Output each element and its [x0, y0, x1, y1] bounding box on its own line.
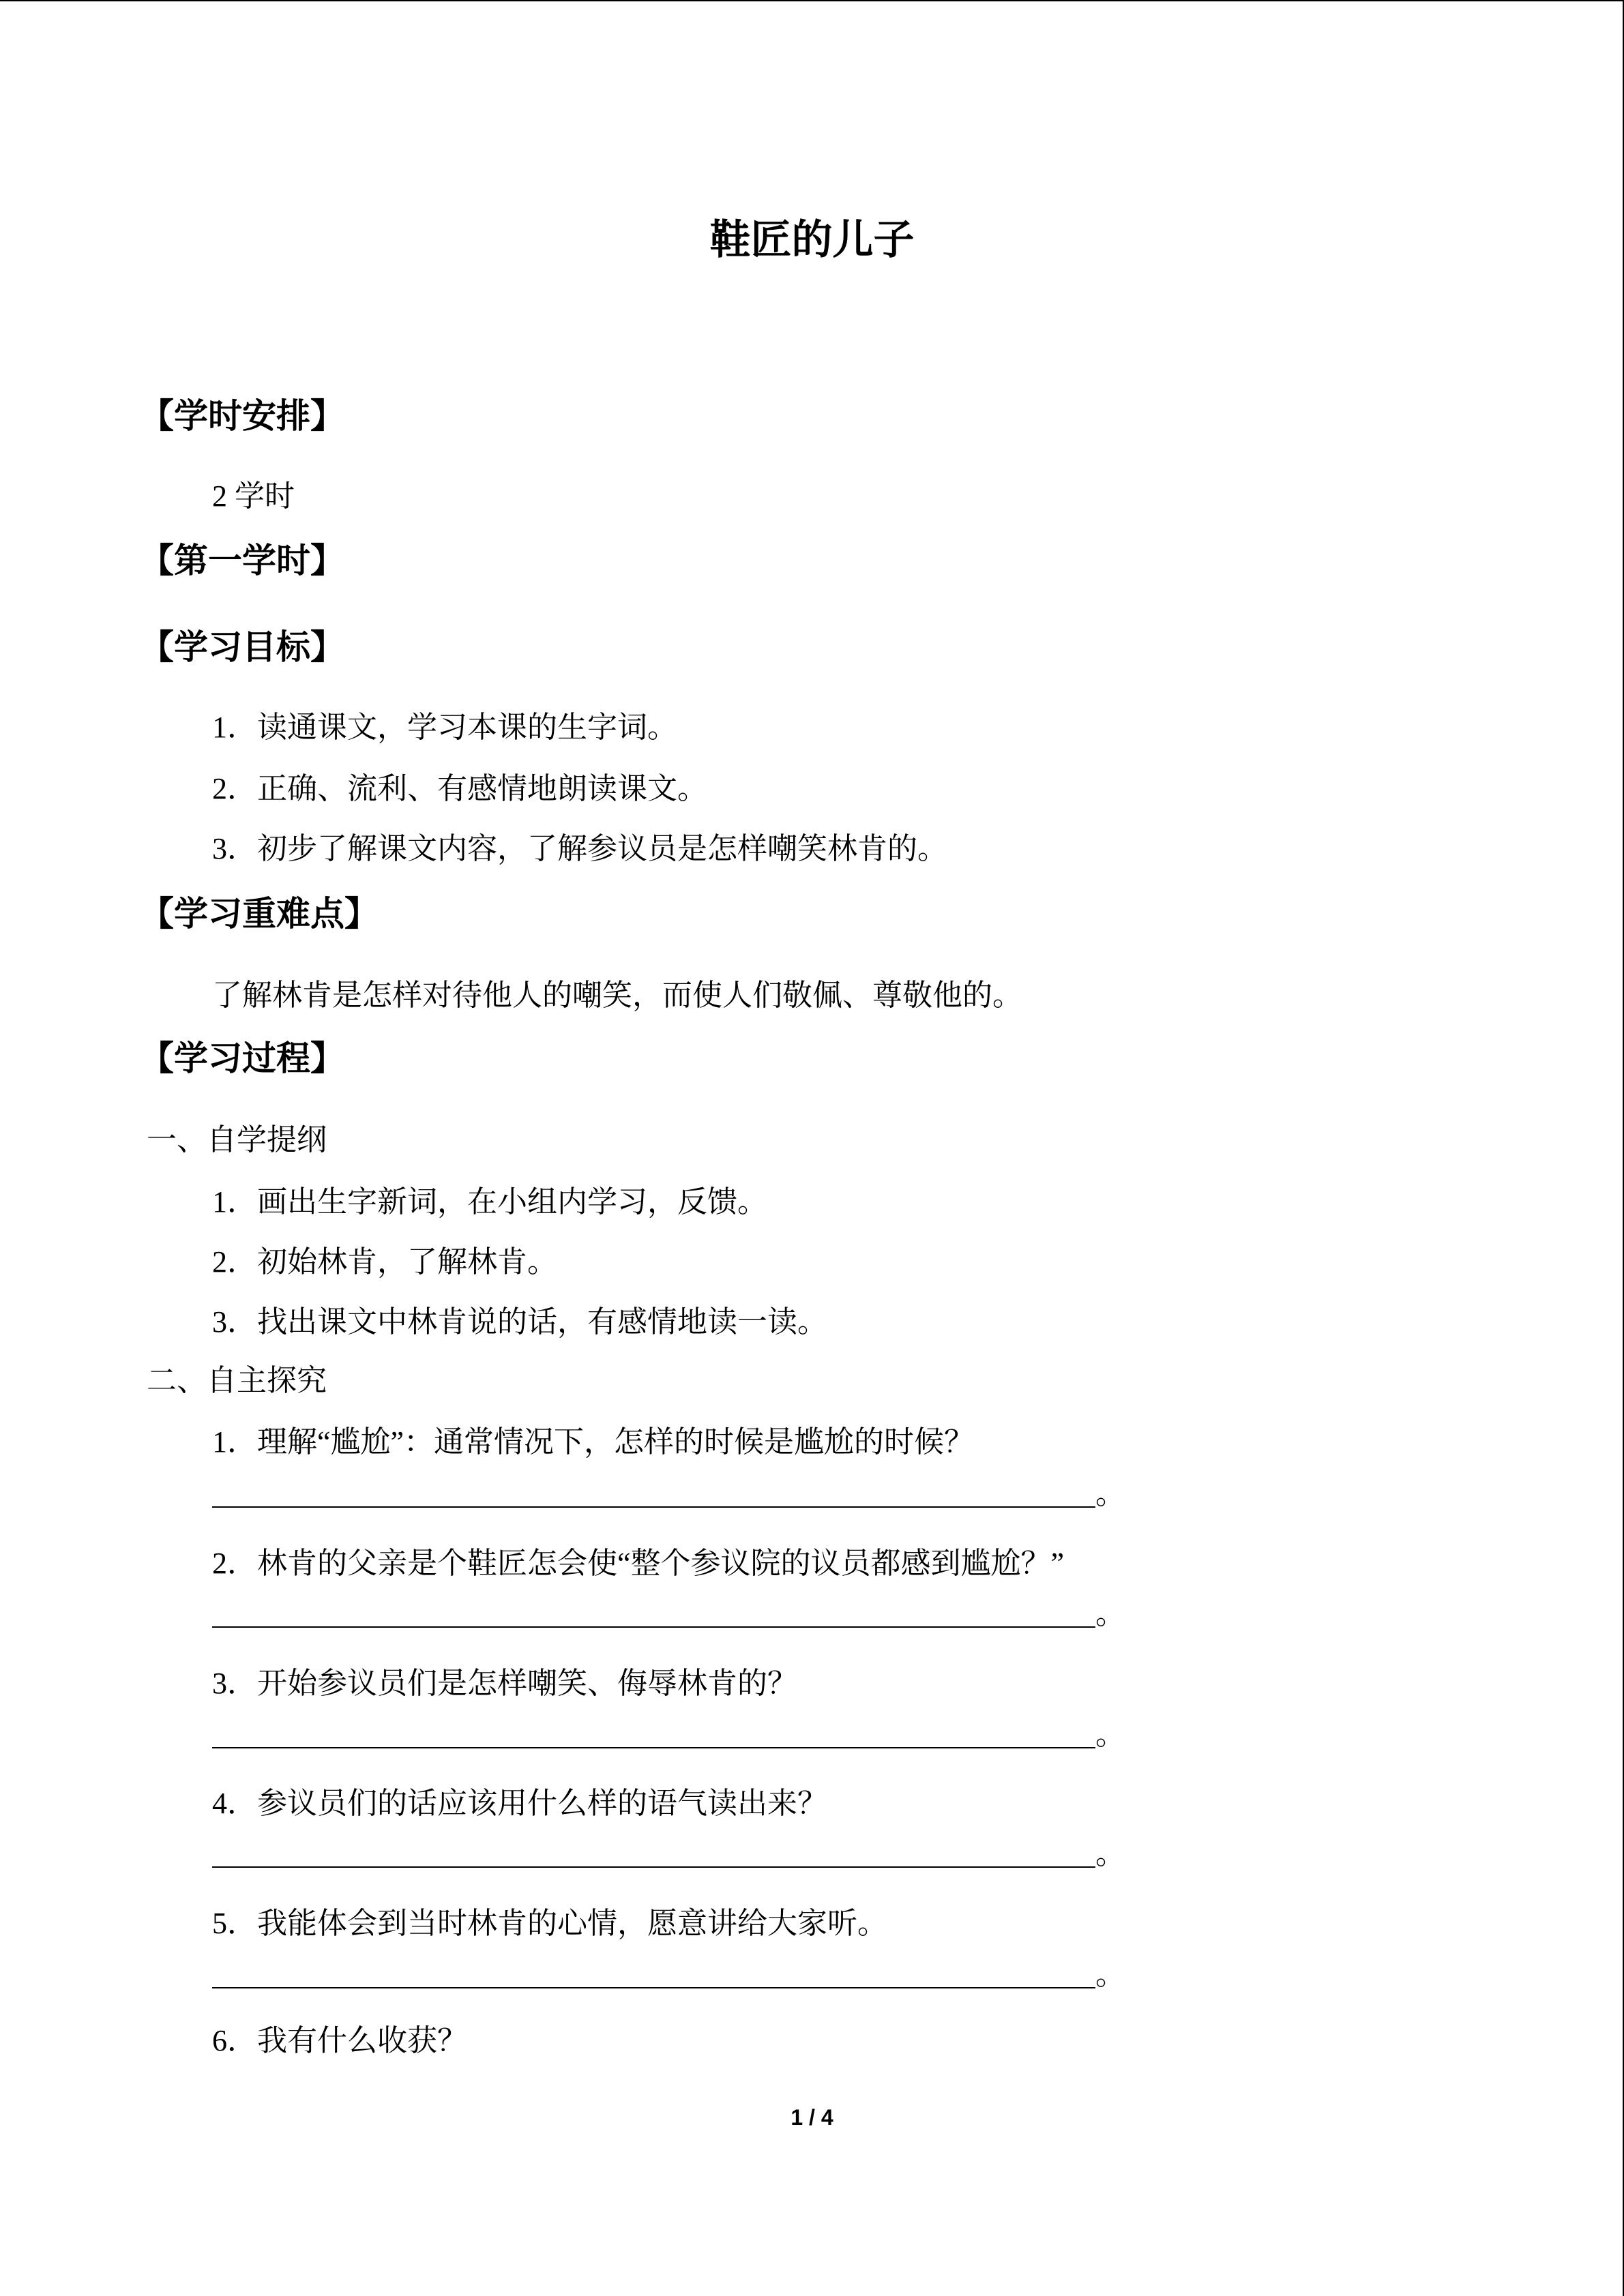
goal-item: 1．读通课文，学习本课的生字词。 — [212, 711, 677, 744]
inquiry-question: 2．林肯的父亲是个鞋匠怎会使“整个参议院的议员都感到尴尬？” — [212, 1547, 1065, 1580]
inquiry-question: 4．参议员们的话应该用什么样的语气读出来？ — [212, 1787, 827, 1820]
page-title: 鞋匠的儿子 — [709, 218, 915, 263]
self-study-item: 1．画出生字新词，在小组内学习，反馈。 — [212, 1185, 767, 1219]
inquiry-heading: 二、自主探究 — [147, 1364, 327, 1397]
answer-row — [212, 1596, 1125, 1628]
inquiry-question: 3．开始参议员们是怎样嘲笑、侮辱林肯的？ — [212, 1667, 797, 1700]
schedule-heading: 【学时安排】 — [140, 397, 344, 435]
answer-blank-line[interactable] — [212, 1836, 1095, 1868]
answer-period: 。 — [1095, 1477, 1125, 1510]
answer-row — [212, 1476, 1125, 1508]
goal-item: 3．初步了解课文内容，了解参议员是怎样嘲笑林肯的。 — [212, 832, 947, 865]
answer-blank-line[interactable] — [212, 1476, 1095, 1508]
key-points-heading: 【学习重难点】 — [140, 895, 379, 933]
inquiry-question: 5．我能体会到当时林肯的心情，愿意讲给大家听。 — [212, 1907, 887, 1940]
answer-period: 。 — [1095, 1718, 1125, 1751]
self-study-item: 2．初始林肯，了解林肯。 — [212, 1245, 557, 1279]
answer-blank-line[interactable] — [212, 1596, 1095, 1628]
answer-blank-line[interactable] — [212, 1957, 1095, 1988]
answer-period: 。 — [1095, 1597, 1125, 1630]
goals-heading: 【学习目标】 — [140, 628, 344, 666]
inquiry-question: 6．我有什么收获？ — [212, 2024, 467, 2057]
answer-period: 。 — [1095, 1837, 1125, 1870]
process-heading: 【学习过程】 — [140, 1039, 344, 1077]
inquiry-question: 1．理解“尴尬”：通常情况下，怎样的时候是尴尬的时候？ — [212, 1425, 975, 1459]
first-period-heading: 【第一学时】 — [140, 541, 344, 580]
answer-row — [212, 1957, 1125, 1991]
answer-row — [212, 1836, 1125, 1868]
answer-row — [212, 1717, 1125, 1751]
self-study-item: 3．找出课文中林肯说的话，有感情地读一读。 — [212, 1305, 827, 1339]
answer-period: 。 — [1095, 1958, 1125, 1991]
key-points-text: 了解林肯是怎样对待他人的嘲笑，而使人们敬佩、尊敬他的。 — [212, 979, 1022, 1012]
goal-item: 2．正确、流利、有感情地朗读课文。 — [212, 772, 707, 805]
self-study-heading: 一、自学提纲 — [147, 1123, 327, 1157]
schedule-text: 2 学时 — [212, 479, 295, 513]
page-number: 1 / 4 — [791, 2105, 833, 2130]
answer-blank-line[interactable] — [212, 1717, 1095, 1748]
